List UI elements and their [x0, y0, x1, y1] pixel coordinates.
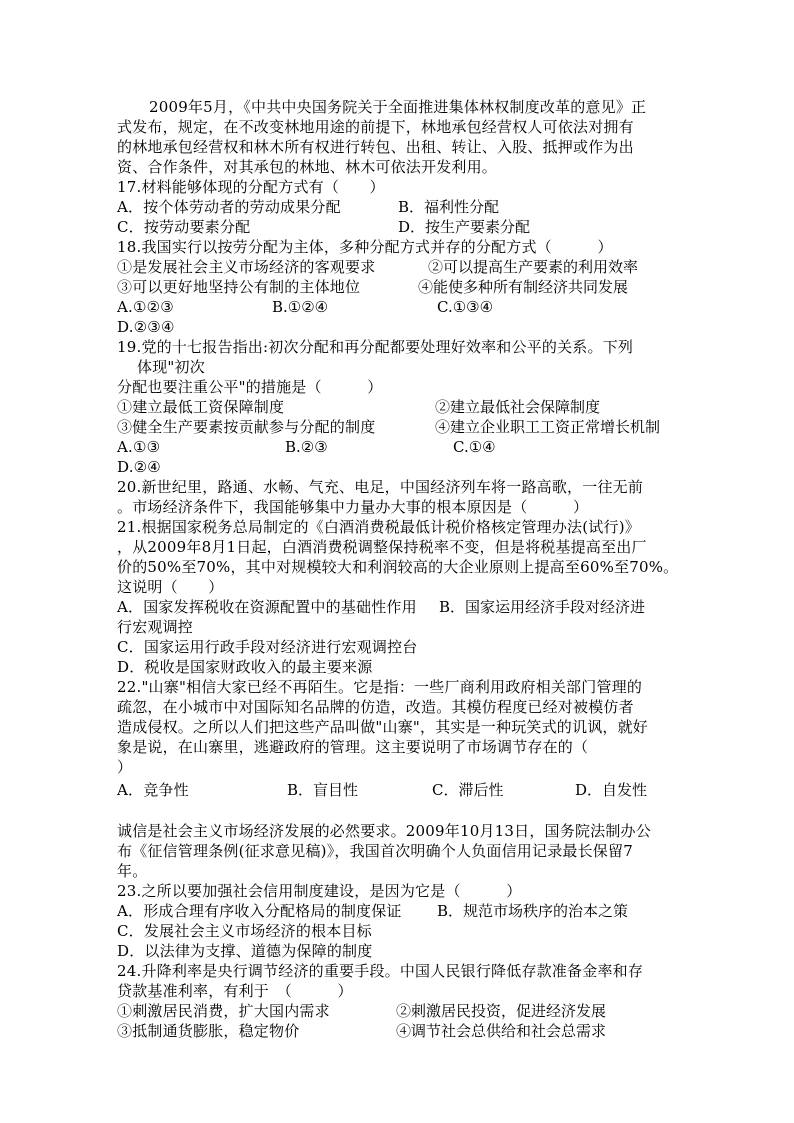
q23-option-c: C．发展社会主义市场经济的根本目标: [117, 922, 372, 940]
q18-option-b: B.①②④: [272, 298, 329, 316]
q17-option-a: A．按个体劳动者的劳动成果分配: [117, 198, 341, 216]
q24-statement-3: ③抵制通货膨胀，稳定物价: [117, 1022, 300, 1040]
passage-line: 年。: [117, 862, 148, 880]
q18-statement-1: ①是发展社会主义市场经济的客观要求: [117, 258, 376, 276]
question-21-stem: ，从2009年8月1日起，白酒消费税调整保持税率不变，但是将税基提高至出厂: [117, 538, 647, 556]
question-18-stem: 18.我国实行以按劳分配为主体，多种分配方式并存的分配方式（ ）: [117, 238, 613, 256]
q23-option-d: D．以法律为支撑、道德为保障的制度: [117, 942, 373, 960]
q17-option-b: B．福利性分配: [398, 198, 500, 216]
passage-line: 2009年5月，《中共中央国务院关于全面推进集体林权制度改革的意见》正: [149, 98, 647, 116]
question-22-stem: 造成侵权。之所以人们把这些产品叫做"山寨"，其实是一种玩笑式的讥讽，就好: [117, 718, 649, 736]
q18-option-c: C.①③④: [437, 298, 494, 316]
q19-option-d: D.②④: [117, 458, 161, 476]
question-24-stem: 贷款基准利率，有利于 （ ）: [117, 982, 353, 1000]
question-21-stem: 21.根据国家税务总局制定的《白酒消费税最低计税价格核定管理办法(试行)》: [117, 518, 640, 536]
question-19-stem: 体现"初次: [137, 358, 205, 376]
q19-option-b: B.②③: [285, 438, 328, 456]
question-19-stem: 分配也要注重公平"的措施是（ ）: [117, 378, 383, 396]
q18-option-a: A.①②③: [117, 298, 174, 316]
q21-option-a: A．国家发挥税收在资源配置中的基础性作用: [117, 598, 417, 616]
question-22-stem: 22."山寨"相信大家已经不再陌生。它是指：一些厂商利用政府相关部门管理的: [117, 678, 643, 696]
q22-option-d: D．自发性: [575, 781, 648, 799]
question-19-stem: 19.党的十七报告指出:初次分配和再分配都要处理好效率和公平的关系。下列: [117, 338, 634, 356]
q24-statement-4: ④调节社会总供给和社会总需求: [396, 1022, 607, 1040]
question-24-stem: 24.升降利率是央行调节经济的重要手段。中国人民银行降低存款准备金率和存: [117, 962, 644, 980]
q21-option-b: B．国家运用经济手段对经济进: [439, 598, 646, 616]
q21-option-c: C．国家运用行政手段对经济进行宏观调控台: [117, 638, 418, 656]
q18-statement-2: ②可以提高生产要素的利用效率: [428, 258, 639, 276]
question-22-stem: 象是说，在山寨里，逃避政府的管理。这主要说明了市场调节存在的（: [117, 738, 589, 756]
q19-option-a: A.①③: [117, 438, 161, 456]
q19-statement-4: ④建立企业职工工资正常增长机制: [435, 418, 661, 436]
q22-option-a: A．竞争性: [117, 781, 189, 799]
q17-option-c: C．按劳动要素分配: [117, 218, 251, 236]
question-20-stem: 20.新世纪里，路通、水畅、气充、电足，中国经济列车将一路高歌，一往无前: [117, 478, 644, 496]
q23-option-b: B．规范市场秩序的治本之策: [437, 902, 629, 920]
passage-line: 资、合作条件，对其承包的林地、林木可依法开发利用。: [117, 158, 498, 176]
question-20-stem: 。市场经济条件下，我国能够集中力量办大事的根本原因是（ ）: [117, 498, 589, 516]
passage-line: 布《征信管理条例(征求意见稿)》，我国首次明确个人负面信用记录最长保留7: [117, 842, 633, 860]
question-17-stem: 17.材料能够体现的分配方式有（ ）: [117, 178, 385, 196]
q23-option-a: A．形成合理有序收入分配格局的制度保证: [117, 902, 402, 920]
question-21-stem: 价的50%至70%，其中对规模较大和利润较高的大企业原则上提高至60%至70%。: [117, 558, 679, 576]
q19-option-c: C.①④: [453, 438, 496, 456]
passage-line: 的林地承包经营权和林木所有权进行转包、出租、转让、入股、抵押或作为出: [117, 138, 634, 156]
passage-line: 式发布，规定，在不改变林地用途的前提下，林地承包经营权人可依法对拥有: [117, 118, 634, 136]
q18-statement-3: ③可以更好地坚持公有制的主体地位: [117, 278, 361, 296]
q18-statement-4: ④能使多种所有制经济共同发展: [418, 278, 629, 296]
q21-option-b-cont: 行宏观调控: [117, 618, 194, 636]
question-21-stem: 这说明（ ）: [117, 578, 224, 596]
q18-option-d: D.②③④: [117, 318, 175, 336]
q24-statement-1: ①刺激居民消费，扩大国内需求: [117, 1002, 330, 1020]
passage-line: 诚信是社会主义市场经济发展的必然要求。2009年10月13日，国务院法制办公: [117, 822, 651, 840]
q24-statement-2: ②刺激居民投资，促进经济发展: [396, 1002, 607, 1020]
q21-option-d: D．税收是国家财政收入的最主要来源: [117, 658, 373, 676]
question-23-stem: 23.之所以要加强社会信用制度建设，是因为它是（ ）: [117, 882, 522, 900]
q22-option-b: B．盲目性: [287, 781, 359, 799]
question-22-stem: ）: [117, 758, 133, 776]
q17-option-d: D．按生产要素分配: [398, 218, 531, 236]
q19-statement-2: ②建立最低社会保障制度: [435, 398, 601, 416]
question-22-stem: 疏忽，在小城市中对国际知名品牌的仿造，改造。其模仿程度已经对被模仿者: [117, 698, 634, 716]
q19-statement-3: ③健全生产要素按贡献参与分配的制度: [117, 418, 376, 436]
q19-statement-1: ①建立最低工资保障制度: [117, 398, 285, 416]
q22-option-c: C．滞后性: [432, 781, 504, 799]
